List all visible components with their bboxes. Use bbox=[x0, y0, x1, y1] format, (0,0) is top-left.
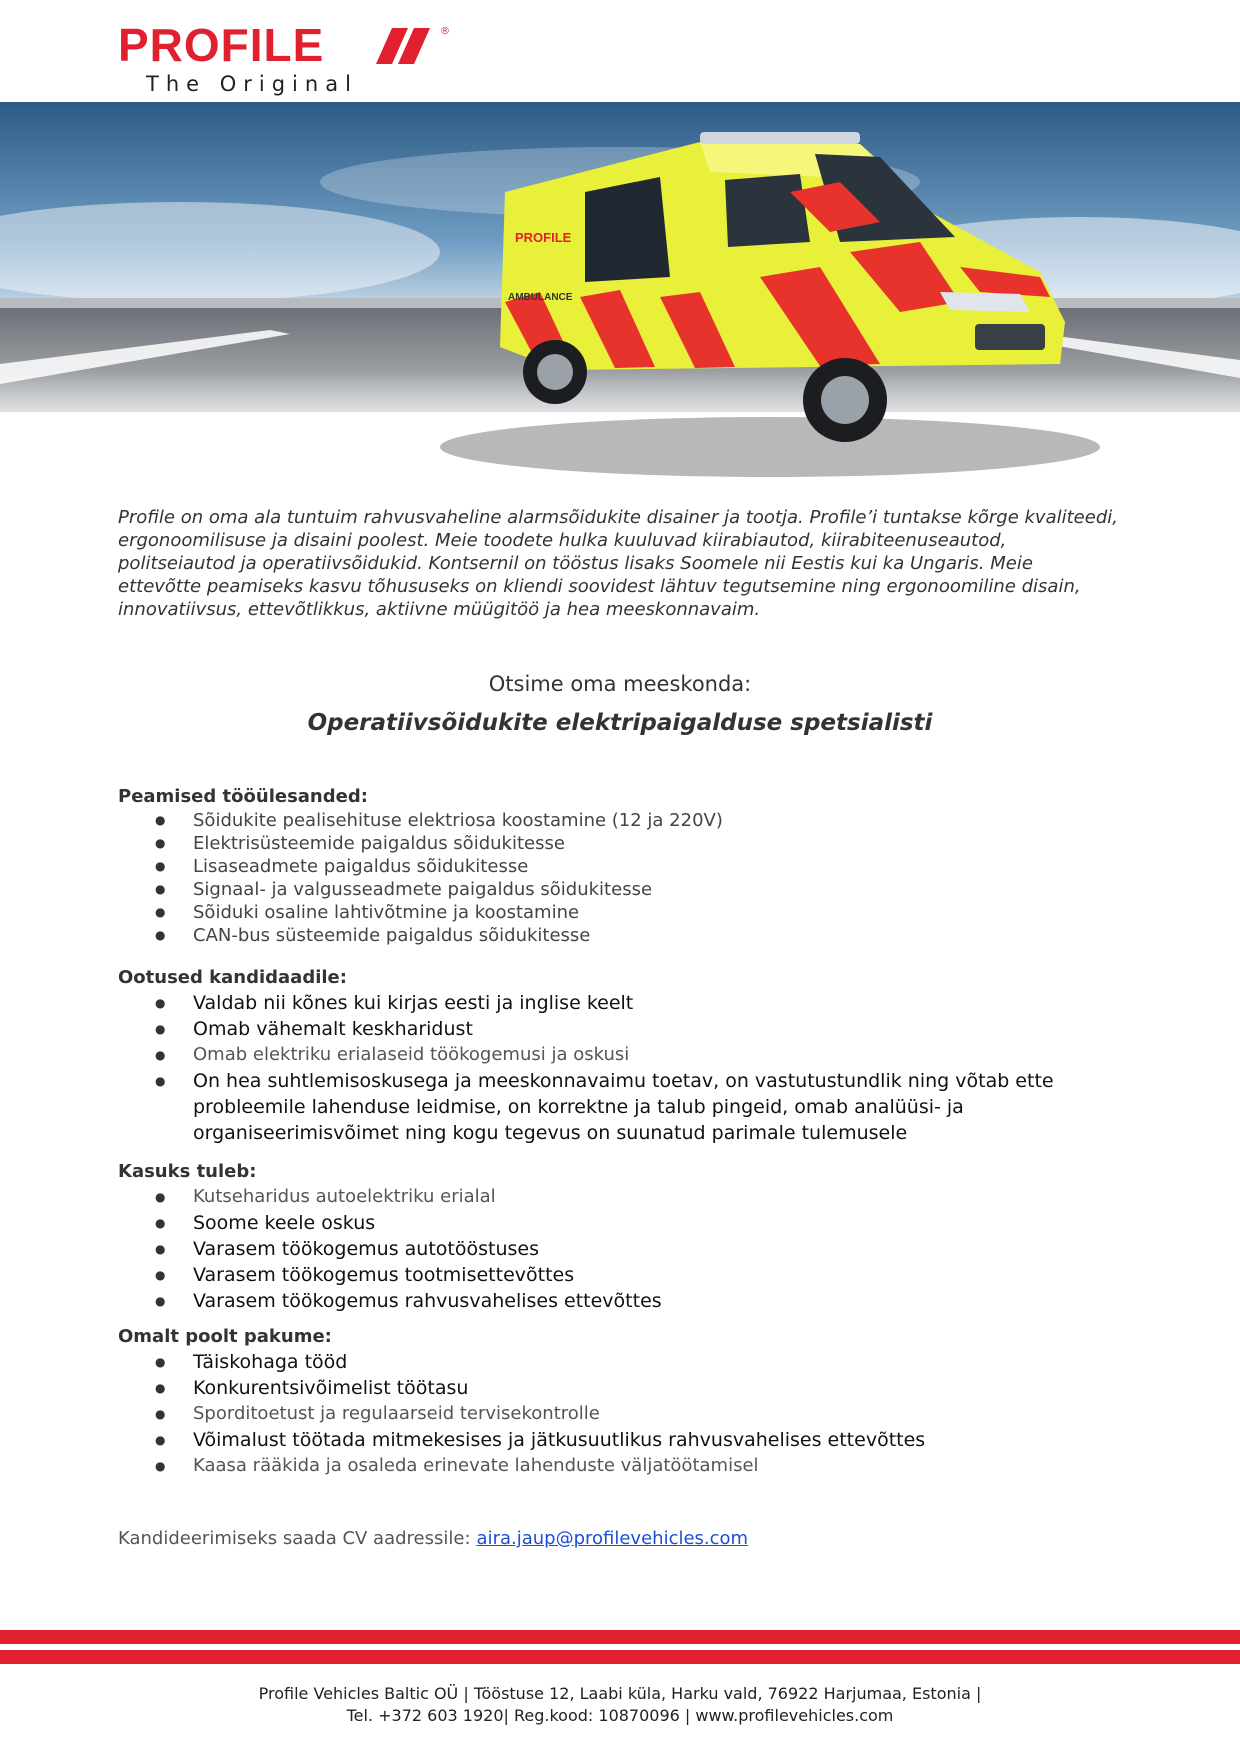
list-item: ● Omab elektriku erialaseid töökogemusi ja oskusi bbox=[118, 1042, 1128, 1068]
list-item: ● CAN-bus süsteemide paigaldus sõidukitesse bbox=[118, 924, 1128, 947]
list-item: ● Kutseharidus autoelektriku erialal bbox=[118, 1184, 1128, 1210]
list-item: ● Kaasa rääkida ja osaleda erinevate lahenduste väljatöötamisel bbox=[118, 1453, 1128, 1479]
list-item: ● Elektrisüsteemide paigaldus sõidukitesse bbox=[118, 832, 1128, 855]
list-item: ● Sporditoetust ja regulaarseid tervisekontrolle bbox=[118, 1401, 1128, 1427]
logo-registered-mark: ® bbox=[440, 26, 450, 37]
subtitle: Otsime oma meeskonda: bbox=[488, 672, 752, 696]
list-item: ● Sõidukite pealisehituse elektriosa koostamine (12 ja 220V) bbox=[118, 809, 1128, 832]
section-tasks bbox=[118, 785, 1128, 947]
section-heading: Peamised tööülesanded: bbox=[118, 786, 368, 807]
company-intro: Profile on oma ala tuntuim rahvusvaheline alarmsõidukite disainer ja tootja. Profile’i tuntakse kõrge kvaliteedi, ergonoomilisuse ja disaini poolest. Meie toodete hulka kuuluvad kiirabiautod, kiirabiteenuseautod, politseiautod ja operatiivsõidukid. Kontsernil on tööstus lisaks Soomele nii Eestis kui ka Ungaris. Meie ettevõtte peamiseks kasvu tõhususeks on kliendi soovidest lähtuv tegutsemine ning ergonoomiline disain, innovatiivsus, ettevõtlikkus, aktiivne müügitöö ja hea meeskonnavaim. bbox=[118, 507, 1118, 620]
section-plus bbox=[118, 1160, 1128, 1314]
list-item: ● Varasem töökogemus tootmisettevõttes bbox=[118, 1262, 1128, 1288]
section-heading: Ootused kandidaadile: bbox=[118, 967, 347, 988]
expectations-list bbox=[118, 990, 1128, 1146]
section-offer bbox=[118, 1325, 1128, 1479]
list-item: ● Valdab nii kõnes kui kirjas eesti ja inglise keelt bbox=[118, 990, 1128, 1016]
list-item: ● Soome keele oskus bbox=[118, 1210, 1128, 1236]
footer-contact: Tel. +372 603 1920| Reg.kood: 10870096 | www.profilevehicles.com bbox=[346, 1706, 894, 1725]
profile-logo bbox=[118, 19, 450, 102]
logo-tagline: The Original bbox=[146, 72, 358, 96]
section-heading: Omalt poolt pakume: bbox=[118, 1326, 332, 1347]
logo-slashes-icon bbox=[374, 28, 434, 64]
job-title: Operatiivsõidukite elektripaigalduse spetsialisti bbox=[307, 710, 933, 736]
list-item: ● On hea suhtlemisoskusega ja meeskonnavaimu toetav, on vastutustundlik ning võtab ette probleemile lahenduse leidmise, on korrektne ja talub pingeid, omab analüüsi- ja organiseerimisvõimet ning kogu tegevus on suunatud parimale tulemusele bbox=[118, 1068, 1128, 1146]
van-profile-text: PROFILE bbox=[515, 230, 572, 245]
list-item: ● Varasem töökogemus autotööstuses bbox=[118, 1236, 1128, 1262]
email-link[interactable]: aira.jaup@profilevehicles.com bbox=[476, 1528, 749, 1549]
list-item: ● Signaal- ja valgusseadmete paigaldus sõidukitesse bbox=[118, 878, 1128, 901]
list-item: ● Konkurentsivõimelist töötasu bbox=[118, 1375, 1128, 1401]
hero-banner-image bbox=[0, 102, 1240, 490]
list-item: ● Võimalust töötada mitmekesises ja jätkusuutlikus rahvusvahelises ettevõttes bbox=[118, 1427, 1128, 1453]
footer-stripe-bottom bbox=[0, 1650, 1240, 1664]
apply-line bbox=[118, 1528, 748, 1549]
van-ambulance-text: AMBULANCE bbox=[508, 292, 573, 303]
list-item: ● Sõiduki osaline lahtivõtmine ja koostamine bbox=[118, 901, 1128, 924]
ambulance-illustration bbox=[0, 102, 1240, 490]
footer-address: Profile Vehicles Baltic OÜ | Tööstuse 12, Laabi küla, Harku vald, 76922 Harjumaa, Estonia | bbox=[258, 1684, 982, 1703]
list-item: ● Varasem töökogemus rahvusvahelises ettevõttes bbox=[118, 1288, 1128, 1314]
list-item: ● Lisaseadmete paigaldus sõidukitesse bbox=[118, 855, 1128, 878]
tasks-list bbox=[118, 809, 1128, 947]
offer-list bbox=[118, 1349, 1128, 1479]
list-item: ● Omab vähemalt keskharidust bbox=[118, 1016, 1128, 1042]
logo-wordmark: PROFILE bbox=[118, 19, 325, 71]
section-heading: Kasuks tuleb: bbox=[118, 1161, 257, 1182]
list-item: ● Täiskohaga tööd bbox=[118, 1349, 1128, 1375]
apply-text: Kandideerimiseks saada CV aadressile: bbox=[118, 1528, 471, 1549]
section-expectations bbox=[118, 966, 1128, 1146]
footer-stripe-top bbox=[0, 1630, 1240, 1644]
plus-list bbox=[118, 1184, 1128, 1314]
footer bbox=[0, 1683, 1240, 1727]
